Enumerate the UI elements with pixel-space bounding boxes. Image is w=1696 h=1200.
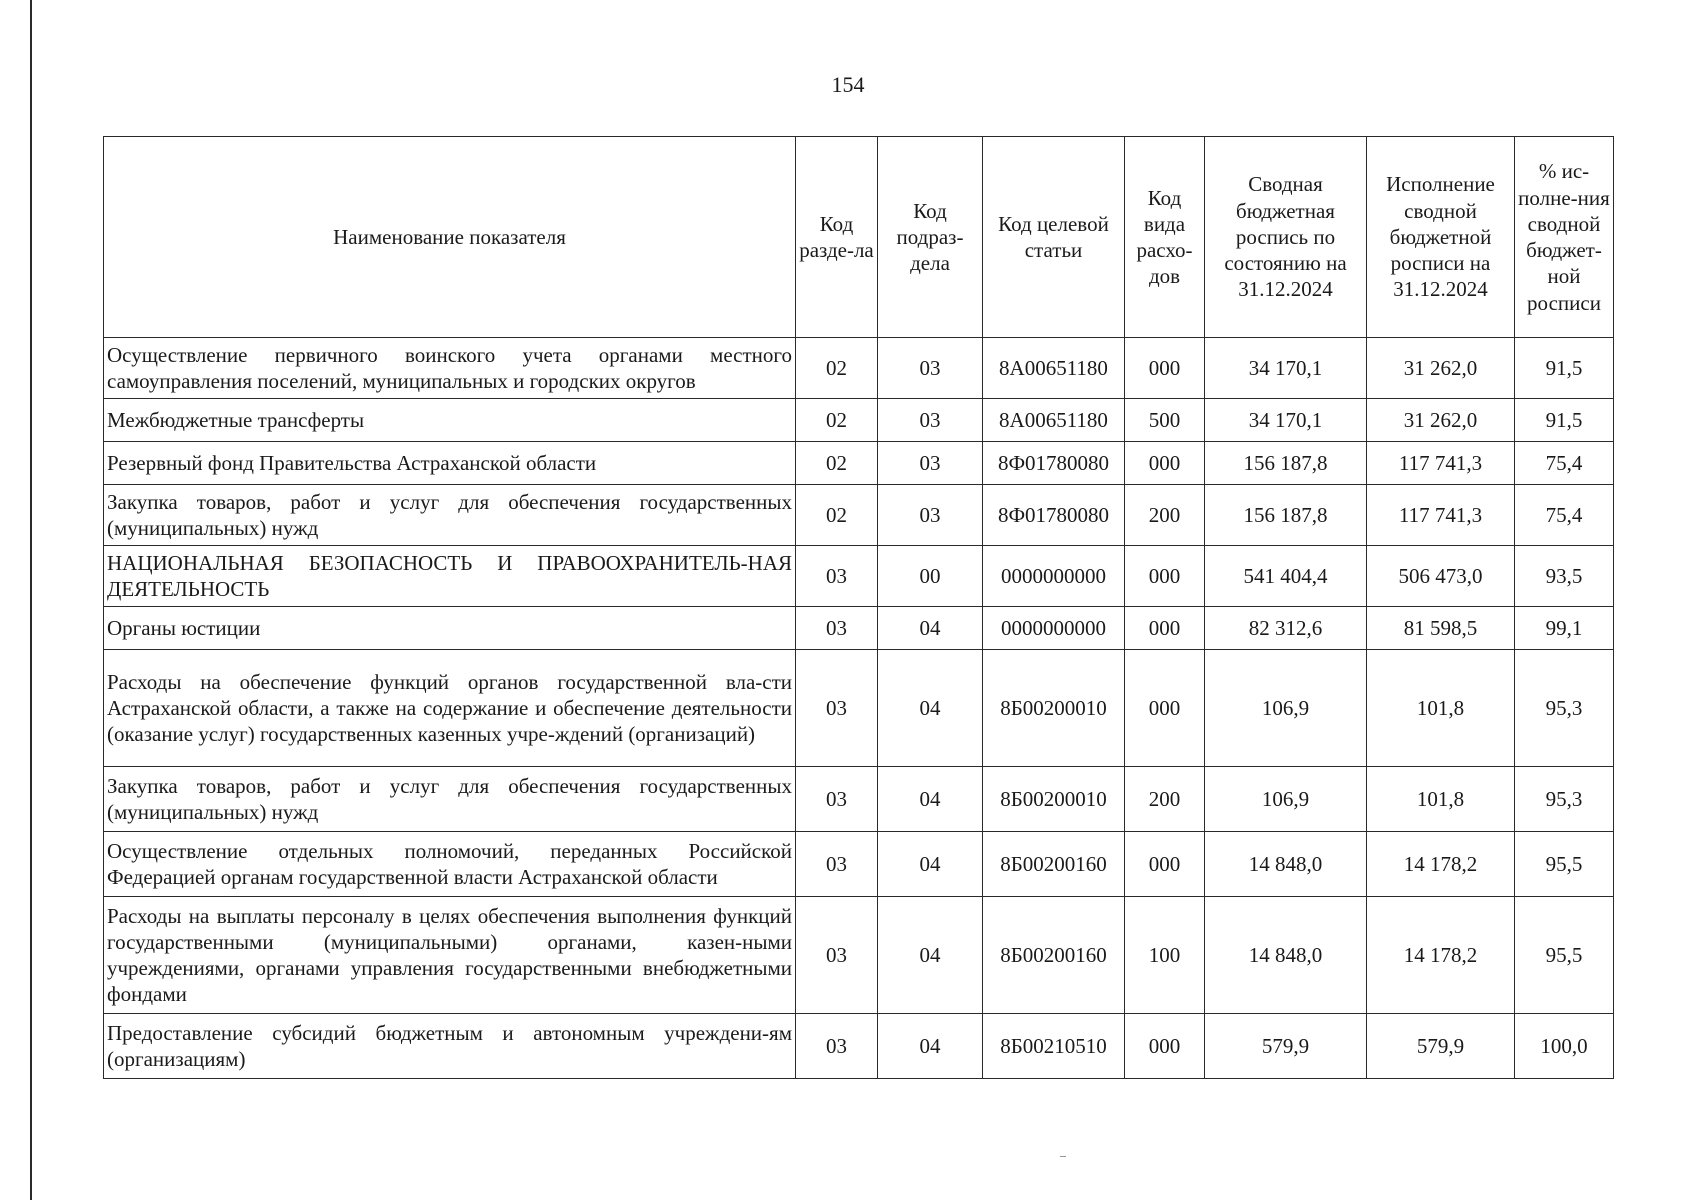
cell-target: 8А00651180 bbox=[983, 399, 1125, 442]
cell-section: 02 bbox=[796, 485, 878, 546]
table-row bbox=[104, 832, 1614, 897]
cell-kind: 000 bbox=[1125, 338, 1205, 399]
cell-plan: 34 170,1 bbox=[1205, 338, 1367, 399]
header-name: Наименование показателя bbox=[104, 137, 796, 338]
cell-target: 0000000000 bbox=[983, 607, 1125, 650]
table-header-row bbox=[104, 137, 1614, 338]
cell-pct: 75,4 bbox=[1515, 442, 1614, 485]
cell-pct: 93,5 bbox=[1515, 546, 1614, 607]
cell-subsection: 03 bbox=[878, 338, 983, 399]
cell-pct: 75,4 bbox=[1515, 485, 1614, 546]
cell-section: 02 bbox=[796, 338, 878, 399]
cell-section: 02 bbox=[796, 442, 878, 485]
cell-plan: 579,9 bbox=[1205, 1014, 1367, 1079]
header-section: Код разде-ла bbox=[796, 137, 878, 338]
cell-exec: 101,8 bbox=[1367, 767, 1515, 832]
cell-subsection: 03 bbox=[878, 399, 983, 442]
table-row bbox=[104, 485, 1614, 546]
cell-target: 8Ф01780080 bbox=[983, 485, 1125, 546]
cell-target: 0000000000 bbox=[983, 546, 1125, 607]
cell-target: 8Б00200010 bbox=[983, 767, 1125, 832]
cell-target: 8Б00200010 bbox=[983, 650, 1125, 767]
cell-target: 8Б00200160 bbox=[983, 832, 1125, 897]
header-kind: Код вида расхо-дов bbox=[1125, 137, 1205, 338]
cell-pct: 95,3 bbox=[1515, 650, 1614, 767]
cell-plan: 541 404,4 bbox=[1205, 546, 1367, 607]
cell-section: 03 bbox=[796, 546, 878, 607]
header-plan: Сводная бюджетная роспись по состоянию на 31.12.2024 bbox=[1205, 137, 1367, 338]
cell-exec: 14 178,2 bbox=[1367, 897, 1515, 1014]
table-row bbox=[104, 1014, 1614, 1079]
cell-section: 03 bbox=[796, 1014, 878, 1079]
cell-plan: 156 187,8 bbox=[1205, 485, 1367, 546]
cell-subsection: 03 bbox=[878, 442, 983, 485]
cell-name: Резервный фонд Правительства Астраханской области bbox=[104, 442, 796, 485]
cell-kind: 000 bbox=[1125, 546, 1205, 607]
header-subsection: Код подраз-дела bbox=[878, 137, 983, 338]
page-binding-line bbox=[30, 0, 32, 1200]
cell-section: 03 bbox=[796, 650, 878, 767]
cell-name: Осуществление первичного воинского учета органами местного самоуправления поселений, муниципальных и городских округов bbox=[104, 338, 796, 399]
cell-exec: 506 473,0 bbox=[1367, 546, 1515, 607]
cell-pct: 100,0 bbox=[1515, 1014, 1614, 1079]
cell-exec: 31 262,0 bbox=[1367, 338, 1515, 399]
table-row bbox=[104, 546, 1614, 607]
cell-pct: 95,5 bbox=[1515, 832, 1614, 897]
cell-name: Осуществление отдельных полномочий, переданных Российской Федерацией органам государственной власти Астраханской области bbox=[104, 832, 796, 897]
cell-exec: 117 741,3 bbox=[1367, 485, 1515, 546]
cell-target: 8Б00200160 bbox=[983, 897, 1125, 1014]
cell-pct: 91,5 bbox=[1515, 338, 1614, 399]
table-row bbox=[104, 442, 1614, 485]
cell-name: НАЦИОНАЛЬНАЯ БЕЗОПАСНОСТЬ И ПРАВООХРАНИТЕЛЬ-НАЯ ДЕЯТЕЛЬНОСТЬ bbox=[104, 546, 796, 607]
cell-kind: 100 bbox=[1125, 897, 1205, 1014]
table-row bbox=[104, 767, 1614, 832]
header-pct: % ис-полне-ния сводной бюджет-ной росписи bbox=[1515, 137, 1614, 338]
header-exec: Исполнение сводной бюджетной росписи на 31.12.2024 bbox=[1367, 137, 1515, 338]
cell-subsection: 04 bbox=[878, 767, 983, 832]
table-row bbox=[104, 338, 1614, 399]
cell-subsection: 04 bbox=[878, 1014, 983, 1079]
cell-kind: 000 bbox=[1125, 650, 1205, 767]
table-row bbox=[104, 650, 1614, 767]
cell-exec: 14 178,2 bbox=[1367, 832, 1515, 897]
cell-plan: 34 170,1 bbox=[1205, 399, 1367, 442]
cell-kind: 000 bbox=[1125, 1014, 1205, 1079]
cell-plan: 156 187,8 bbox=[1205, 442, 1367, 485]
table-row bbox=[104, 897, 1614, 1014]
cell-target: 8Б00210510 bbox=[983, 1014, 1125, 1079]
cell-name: Расходы на обеспечение функций органов государственной вла-сти Астраханской области, а также на содержание и обеспечение деятельности (оказание услуг) государственных казенных учре-ждений (организаций) bbox=[104, 650, 796, 767]
cell-subsection: 04 bbox=[878, 650, 983, 767]
cell-exec: 117 741,3 bbox=[1367, 442, 1515, 485]
cell-section: 03 bbox=[796, 607, 878, 650]
cell-plan: 106,9 bbox=[1205, 767, 1367, 832]
cell-subsection: 04 bbox=[878, 897, 983, 1014]
cell-name: Органы юстиции bbox=[104, 607, 796, 650]
cell-section: 03 bbox=[796, 832, 878, 897]
page-number: 154 bbox=[831, 72, 865, 97]
cell-name: Закупка товаров, работ и услуг для обеспечения государственных (муниципальных) нужд bbox=[104, 767, 796, 832]
cell-plan: 82 312,6 bbox=[1205, 607, 1367, 650]
cell-plan: 106,9 bbox=[1205, 650, 1367, 767]
scan-speck bbox=[1060, 1156, 1066, 1157]
cell-pct: 99,1 bbox=[1515, 607, 1614, 650]
cell-exec: 31 262,0 bbox=[1367, 399, 1515, 442]
cell-subsection: 04 bbox=[878, 607, 983, 650]
cell-exec: 81 598,5 bbox=[1367, 607, 1515, 650]
cell-section: 03 bbox=[796, 767, 878, 832]
cell-section: 03 bbox=[796, 897, 878, 1014]
cell-target: 8Ф01780080 bbox=[983, 442, 1125, 485]
budget-execution-table bbox=[103, 136, 1614, 1079]
cell-pct: 95,3 bbox=[1515, 767, 1614, 832]
cell-name: Межбюджетные трансферты bbox=[104, 399, 796, 442]
cell-kind: 000 bbox=[1125, 607, 1205, 650]
cell-exec: 579,9 bbox=[1367, 1014, 1515, 1079]
cell-name: Закупка товаров, работ и услуг для обеспечения государственных (муниципальных) нужд bbox=[104, 485, 796, 546]
cell-name: Расходы на выплаты персоналу в целях обеспечения выполнения функций государственными (муниципальными) органами, казен-ными учреждениями, органами управления государственными внебюджетными фондами bbox=[104, 897, 796, 1014]
cell-subsection: 04 bbox=[878, 832, 983, 897]
cell-plan: 14 848,0 bbox=[1205, 832, 1367, 897]
cell-section: 02 bbox=[796, 399, 878, 442]
cell-subsection: 03 bbox=[878, 485, 983, 546]
header-target: Код целевой статьи bbox=[983, 137, 1125, 338]
cell-kind: 200 bbox=[1125, 767, 1205, 832]
cell-kind: 000 bbox=[1125, 442, 1205, 485]
cell-pct: 95,5 bbox=[1515, 897, 1614, 1014]
cell-kind: 000 bbox=[1125, 832, 1205, 897]
cell-name: Предоставление субсидий бюджетным и автономным учреждени-ям (организациям) bbox=[104, 1014, 796, 1079]
cell-plan: 14 848,0 bbox=[1205, 897, 1367, 1014]
table-row bbox=[104, 399, 1614, 442]
table-row bbox=[104, 607, 1614, 650]
cell-kind: 200 bbox=[1125, 485, 1205, 546]
cell-target: 8А00651180 bbox=[983, 338, 1125, 399]
cell-exec: 101,8 bbox=[1367, 650, 1515, 767]
cell-pct: 91,5 bbox=[1515, 399, 1614, 442]
cell-subsection: 00 bbox=[878, 546, 983, 607]
cell-kind: 500 bbox=[1125, 399, 1205, 442]
